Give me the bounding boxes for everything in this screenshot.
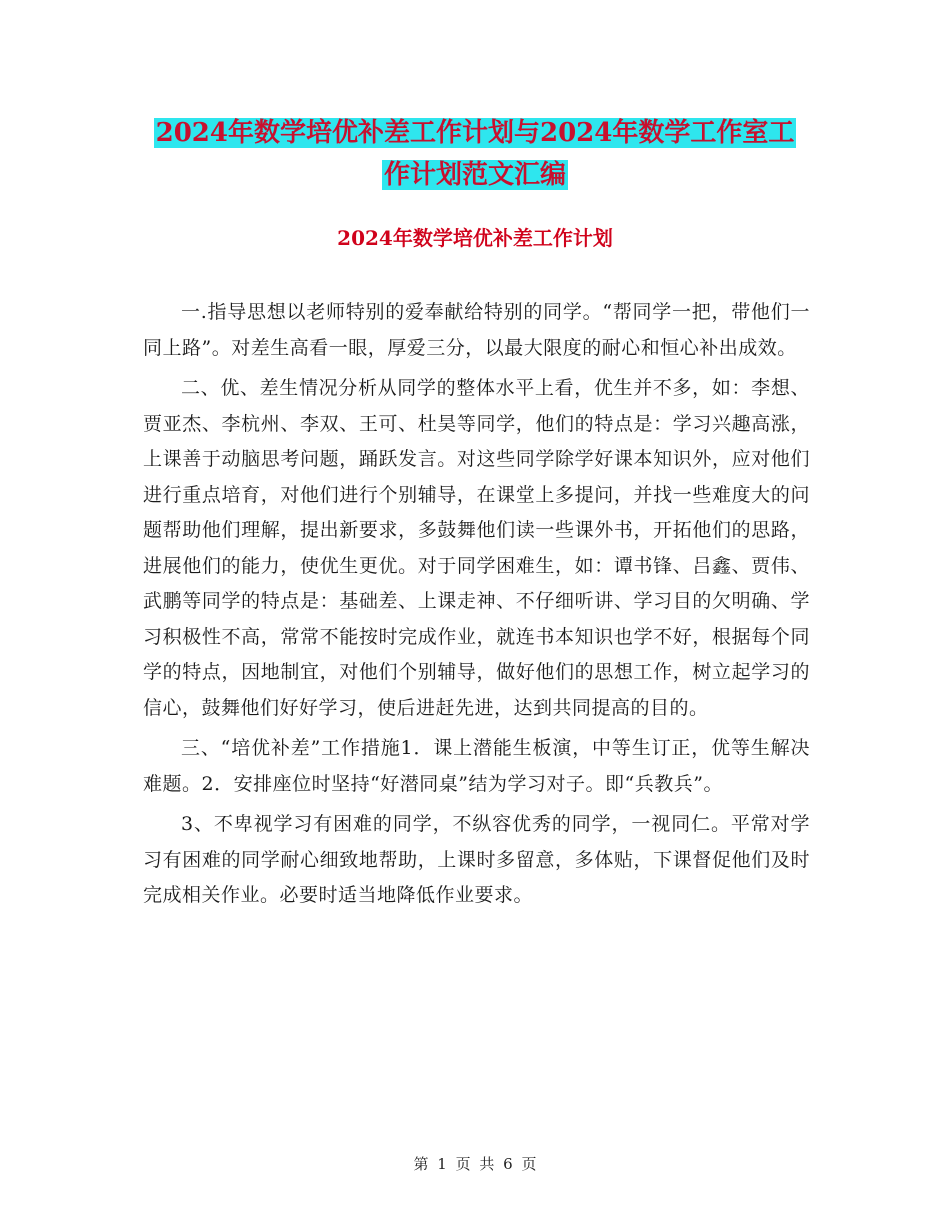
section-title: 2024年数学培优补差工作计划 [337,226,613,250]
document-title [140,112,810,196]
document-title-line-1: 2024年数学培优补差工作计划与2024年数学工作室工 [155,118,795,148]
document-body [143,295,810,919]
document-title-line-2: 作计划范文汇编 [383,160,566,190]
paragraph-measures: 三、“培优补差”工作措施1．课上潜能生板演，中等生订正，优等生解决难题。2．安排座位时坚持“好潜同桌”结为学习对子。即“兵教兵”。 [143,737,810,795]
paragraph-guiding-ideology: 一.指导思想以老师特别的爱奉献给特别的同学。“帮同学一把，带他们一同上路”。对差生高看一眼，厚爱三分，以最大限度的耐心和恒心补出成效。 [143,301,810,359]
paragraph-equal-treatment: 3、不卑视学习有困难的同学，不纵容优秀的同学，一视同仁。平常对学习有困难的同学耐心细致地帮助，上课时多留意，多体贴，下课督促他们及时完成相关作业。必要时适当地降低作业要求。 [143,813,810,906]
paragraph-student-analysis: 二、优、差生情况分析从同学的整体水平上看，优生并不多，如：李想、贾亚杰、李杭州、李双、王可、杜昊等同学，他们的特点是：学习兴趣高涨，上课善于动脑思考问题，踊跃发言。对这些同学除学好课本知识外，应对他们进行重点培育，对他们进行个别辅导，在课堂上多提问，并找一些难度大的问题帮助他们理解，提出新要求，多鼓舞他们读一些课外书，开拓他们的思路，进展他们的能力，使优生更优。对于同学困难生，如：谭书锋、吕鑫、贾伟、武鹏等同学的特点是：基础差、上课走神、不仔细听讲、学习目的欠明确、学习积极性不高，常常不能按时完成作业，就连书本知识也学不好，根据每个同学的特点，因地制宜，对他们个别辅导，做好他们的思想工作，树立起学习的信心，鼓舞他们好好学习，使后进赶先进，达到共同提高的目的。 [143,377,810,719]
page-footer: 第 1 页 共 6 页 [413,1155,537,1173]
